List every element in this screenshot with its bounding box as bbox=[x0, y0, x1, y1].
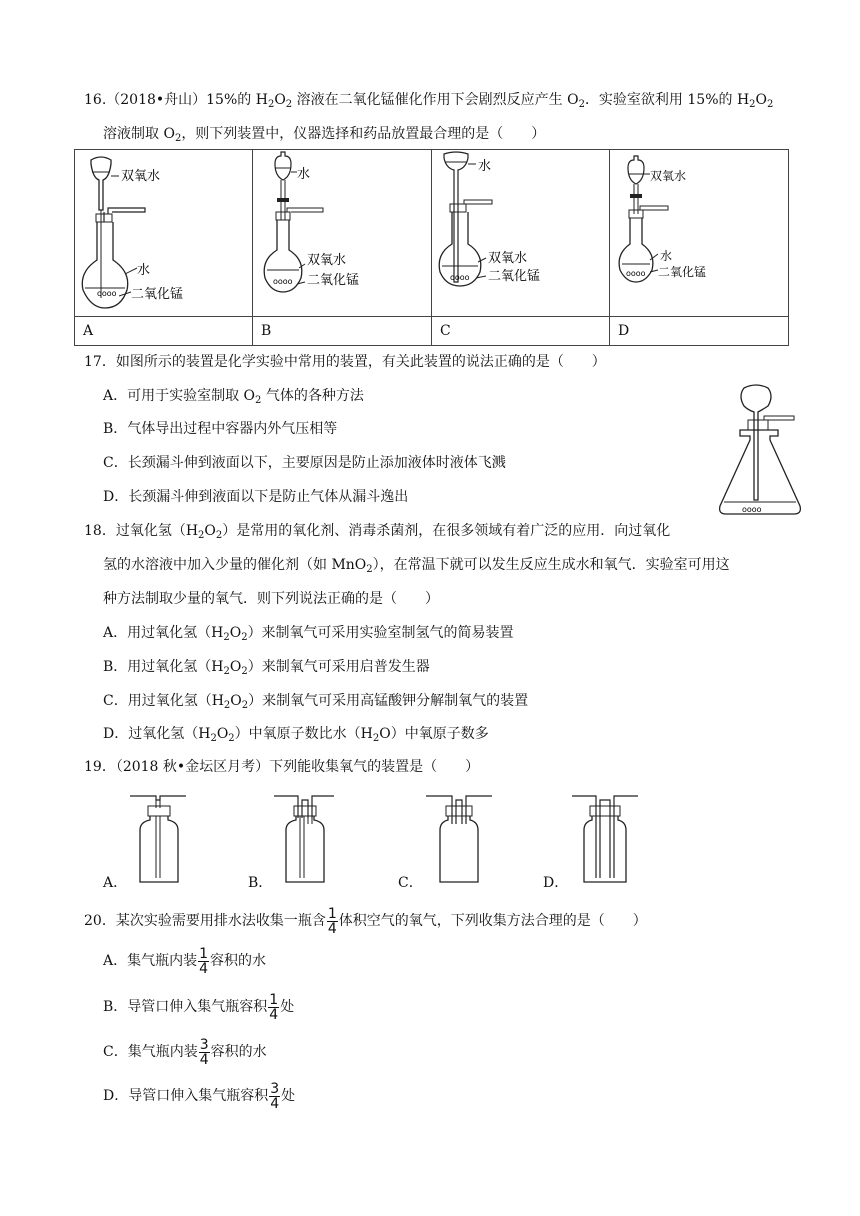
svg-text:oooo: oooo bbox=[97, 289, 117, 298]
q17-option-a[interactable]: A．可用于实验室制取 $O_2$ 气体的各种方法 bbox=[103, 388, 364, 406]
q19-bottle-b bbox=[272, 790, 336, 886]
q19-bottle-c bbox=[424, 790, 494, 886]
q16-c-solid-label: 二氧化锰 bbox=[488, 269, 541, 284]
q20-stem: 20．某次实验需要用排水法收集一瓶含 $\frac{1}{4}$ 体积空气的氧气，下列收集方法合理的是（ ） bbox=[84, 905, 647, 937]
q16-apparatus-c bbox=[432, 150, 610, 317]
q16-b-top-label: 水 bbox=[297, 167, 311, 182]
q16-options-table bbox=[74, 149, 789, 346]
q16-a-liquid-label: 水 bbox=[137, 263, 151, 278]
q20-option-a[interactable]: A．集气瓶内装 $\frac{1}{4}$ 容积的水 bbox=[103, 945, 267, 977]
q17-conical-flask-apparatus bbox=[712, 380, 812, 522]
q20-option-b[interactable]: B．导管口伸入集气瓶容积 $\frac{1}{4}$ 处 bbox=[103, 991, 295, 1023]
q16-label-a[interactable]: A bbox=[75, 317, 253, 346]
q16-apparatus-d bbox=[610, 150, 789, 317]
q20-option-d[interactable]: D．导管口伸入集气瓶容积 $\frac{3}{4}$ 处 bbox=[103, 1080, 296, 1112]
q16-b-liquid-label: 双氧水 bbox=[307, 253, 347, 268]
q17-option-d[interactable]: D．长颈漏斗伸到液面以下是防止气体从漏斗逸出 bbox=[103, 489, 409, 505]
fraction-one-quarter: $\frac{1}{4}$ bbox=[199, 945, 209, 977]
svg-text:oooo: oooo bbox=[626, 269, 646, 278]
q16-d-liquid-label: 水 bbox=[660, 249, 673, 263]
q17-stem: 17．如图所示的装置是化学实验中常用的装置，有关此装置的说法正确的是（ ） bbox=[84, 354, 606, 370]
q16-a-solid-label: 二氧化锰 bbox=[131, 287, 184, 302]
q18-line3: 种方法制取少量的氧气．则下列说法正确的是（ ） bbox=[103, 591, 439, 607]
q18-option-a[interactable]: A．用过氧化氢$(H_2O_2)$来制氧气可采用实验室制氢气的简易装置 bbox=[103, 625, 514, 643]
q20-option-c[interactable]: C．集气瓶内装 $\frac{3}{4}$ 容积的水 bbox=[103, 1036, 267, 1068]
fraction-three-quarters: $\frac{3}{4}$ bbox=[199, 1036, 209, 1068]
q19-label-c[interactable]: C． bbox=[398, 875, 423, 891]
q16-a-top-label: 双氧水 bbox=[121, 169, 161, 184]
q16-b-solid-label: 二氧化锰 bbox=[307, 273, 360, 288]
svg-text:oooo: oooo bbox=[273, 277, 293, 286]
fraction-three-quarters: $\frac{3}{4}$ bbox=[270, 1080, 280, 1112]
q18-line2: 氢的水溶液中加入少量的催化剂（如 MnO$_2$），在常温下就可以发生反应生成水和氧气．实验室可用这 bbox=[103, 557, 730, 575]
q18-option-c[interactable]: C．用过氧化氢$(H_2O_2)$来制氧气可采用高锰酸钾分解制氧气的装置 bbox=[103, 693, 529, 711]
q16-apparatus-a bbox=[75, 150, 253, 317]
q18-option-b[interactable]: B．用过氧化氢$(H_2O_2)$来制氧气可采用启普发生器 bbox=[103, 659, 430, 677]
q16-apparatus-b bbox=[253, 150, 432, 317]
q19-label-d[interactable]: D． bbox=[543, 875, 569, 891]
q19-label-b[interactable]: B． bbox=[248, 875, 273, 891]
q16-c-liquid-label: 双氧水 bbox=[488, 251, 528, 266]
fraction-one-quarter: $\frac{1}{4}$ bbox=[269, 991, 279, 1023]
q16-label-c[interactable]: C bbox=[432, 317, 610, 346]
fraction-one-quarter: $\frac{1}{4}$ bbox=[327, 905, 337, 937]
q16-d-top-label: 双氧水 bbox=[650, 169, 687, 183]
q19-bottle-d bbox=[570, 790, 640, 886]
q19-stem: 19．（2018 秋•金坛区月考）下列能收集氧气的装置是（ ） bbox=[84, 759, 480, 775]
q18-line1: 18．过氧化氢$(H_2O_2)$是常用的氧化剂、消毒杀菌剂，在很多领域有着广泛的应用．向过氧化 bbox=[84, 523, 671, 541]
q17-option-b[interactable]: B．气体导出过程中容器内外气压相等 bbox=[103, 421, 338, 437]
q19-bottle-a bbox=[128, 790, 190, 886]
q16-label-b[interactable]: B bbox=[253, 317, 432, 346]
q16-line1: 16.（2018•舟山）15%的 $H_2O_2$ 溶液在二氧化锰催化作用下会剧烈反应产生 $O_2$．实验室欲利用 15%的 $H_2O_2$ bbox=[84, 92, 774, 110]
q16-c-top-label: 水 bbox=[478, 159, 492, 174]
svg-text:oooo: oooo bbox=[742, 505, 762, 514]
q16-label-d[interactable]: D bbox=[610, 317, 789, 346]
q16-d-solid-label: 二氧化锰 bbox=[658, 265, 707, 279]
q18-option-d[interactable]: D．过氧化氢$(H_2O_2)$中氧原子数比水$(H_2O)$中氧原子数多 bbox=[103, 726, 489, 744]
q17-option-c[interactable]: C．长颈漏斗伸到液面以下，主要原因是防止添加液体时液体飞溅 bbox=[103, 455, 506, 471]
svg-text:oooo: oooo bbox=[450, 273, 470, 282]
q16-line2: 溶液制取 $O_2$，则下列装置中，仪器选择和药品放置最合理的是（ ） bbox=[103, 126, 546, 144]
q19-label-a[interactable]: A． bbox=[103, 875, 128, 891]
